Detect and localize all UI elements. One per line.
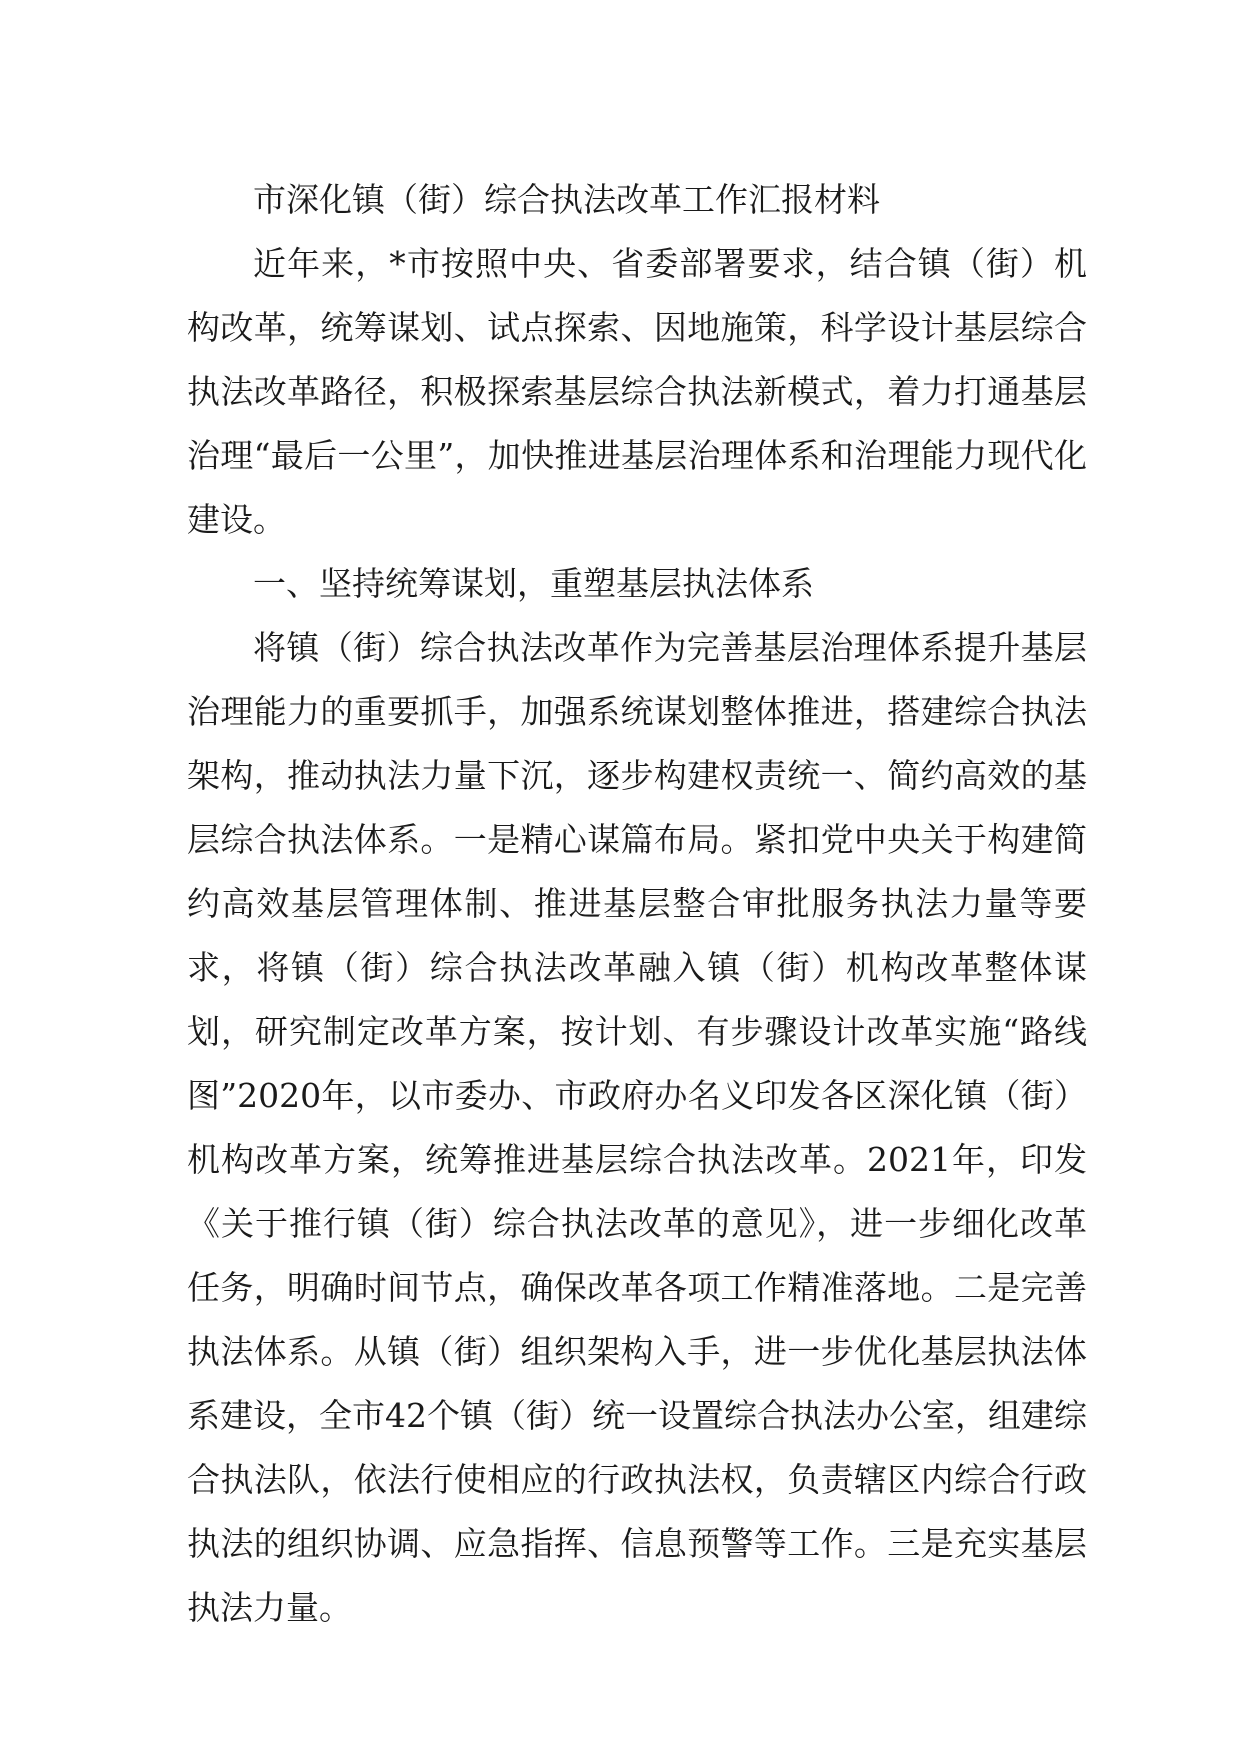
intro-paragraph: 近年来，*市按照中央、省委部署要求，结合镇（街）机构改革，统筹谋划、试点探索、因地施策，科学设计基层综合执法改革路径，积极探索基层综合执法新模式，着力打通基层治理“最后一公里”，加快推进基层治理体系和治理能力现代化建设。 [187,244,1087,539]
document-body [187,168,1087,1640]
document-title: 市深化镇（街）综合执法改革工作汇报材料 [253,180,880,219]
section-paragraph: 将镇（街）综合执法改革作为完善基层治理体系提升基层治理能力的重要抓手，加强系统谋划整体推进，搭建综合执法架构，推动执法力量下沉，逐步构建权责统一、简约高效的基层综合执法体系。一是精心谋篇布局。紧扣党中央关于构建简约高效基层管理体制、推进基层整合审批服务执法力量等要求，将镇（街）综合执法改革融入镇（街）机构改革整体谋划，研究制定改革方案，按计划、有步骤设计改革实施“路线图”2020年，以市委办、市政府办名义印发各区深化镇（街）机构改革方案，统筹推进基层综合执法改革。2021年，印发《关于推行镇（街）综合执法改革的意见》，进一步细化改革任务，明确时间节点，确保改革各项工作精准落地。二是完善执法体系。从镇（街）组织架构入手，进一步优化基层执法体系建设，全市42个镇（街）统一设置综合执法办公室，组建综合执法队，依法行使相应的行政执法权，负责辖区内综合行政执法的组织协调、应急指挥、信息预警等工作。三是充实基层执法力量。 [187,628,1087,1627]
section-heading: 一、坚持统筹谋划，重塑基层执法体系 [253,564,814,603]
